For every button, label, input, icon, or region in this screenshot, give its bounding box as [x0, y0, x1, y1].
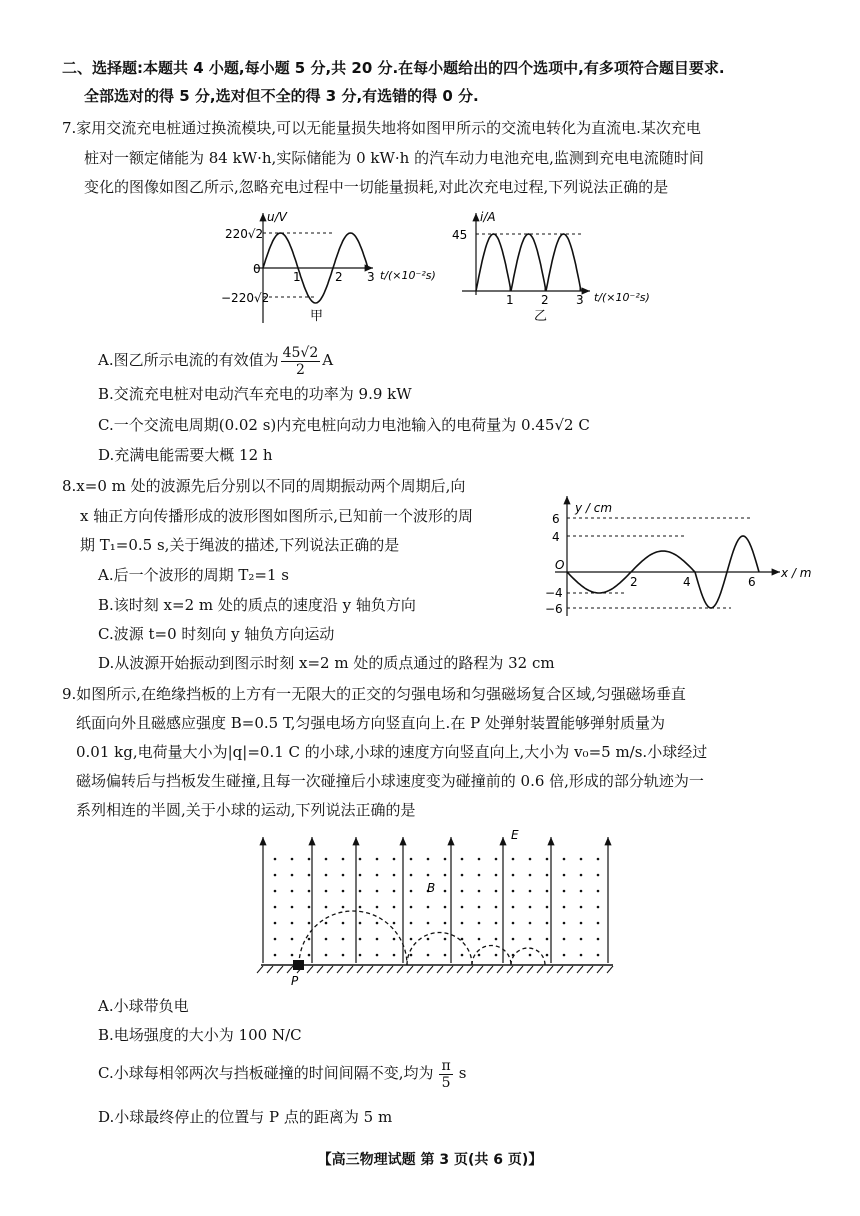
q8-xtick-6: 6 [748, 575, 756, 589]
q9-field-dot-95 [512, 922, 515, 925]
q9-field-dot-7 [376, 858, 379, 861]
q9-hatch-3 [277, 966, 283, 973]
q9-hatch-9 [337, 966, 343, 973]
yi-xlabel: t/(×10⁻²s) [594, 291, 650, 304]
q9-stem-line2: 纸面向外且磁感应强度 B=0.5 T,匀强电场方向竖直向上.在 P 处弹射装置能够弹射质量为 [76, 714, 665, 732]
q8-ytick-neg6: −6 [545, 602, 563, 616]
q9-field-dot-6 [359, 858, 362, 861]
q9-field-dot-78 [563, 906, 566, 909]
q9-hatch-28 [527, 966, 533, 973]
q9-field-dot-86 [359, 922, 362, 925]
q9-hatch-36 [607, 966, 613, 973]
q9-field-dot-1 [274, 858, 277, 861]
q8-stem-line2: x 轴正方向传播形成的波形图如图所示,已知前一个波形的周 [80, 507, 473, 525]
q8-ytick-4: 4 [552, 530, 560, 544]
q8-ylabel: y / cm [575, 501, 613, 515]
q9-field-dot-21 [274, 874, 277, 877]
q9-hatch-35 [597, 966, 603, 973]
q9-field-dot-103 [308, 938, 311, 941]
q7-option-a: A.图乙所示电流的有效值为 $\frac{45√2}{2}$ A [98, 344, 334, 378]
q9-field-dot-136 [529, 954, 532, 957]
q9-hatch-1 [257, 966, 263, 973]
q9-field-dot-104 [325, 938, 328, 941]
q9-field-dot-45 [342, 890, 345, 893]
q9-field-dot-100 [597, 922, 600, 925]
q9-hatch-23 [477, 966, 483, 973]
q7-figure-yi [448, 205, 668, 330]
q9-field-dot-106 [359, 938, 362, 941]
q9-field-dot-113 [478, 938, 481, 941]
q9-field-dot-102 [291, 938, 294, 941]
q9-field-dot-53 [478, 890, 481, 893]
q7-figure-jia [215, 205, 455, 330]
section-header-line2: 全部选对的得 5 分,选对但不全的得 3 分,有选错的得 0 分. [84, 87, 479, 105]
q9-field-dot-47 [376, 890, 379, 893]
q9-launcher-p [293, 960, 304, 970]
q9-field-dot-120 [597, 938, 600, 941]
q8-option-a: A.后一个波形的周期 T₂=1 s [98, 566, 289, 584]
q9-field-dot-123 [308, 954, 311, 957]
q9-field-dot-56 [529, 890, 532, 893]
q7-stem-line2: 桩对一额定储能为 84 kW·h,实际储能为 0 kW·h 的汽车动力电池充电,监测到充电电流随时间 [84, 149, 704, 167]
yi-xtick-2: 2 [541, 293, 549, 307]
q9-hatch-33 [577, 966, 583, 973]
q9-field-dot-89 [410, 922, 413, 925]
q7-option-c: C.一个交流电周期(0.02 s)内充电桩向动力电池输入的电荷量为 0.45√2 C [98, 416, 590, 434]
q9-stem-line4: 磁场偏转后与挡板发生碰撞,且每一次碰撞后小球速度变为碰撞前的 0.6 倍,形成的部分轨迹为一 [76, 772, 704, 790]
q9-field-dot-2 [291, 858, 294, 861]
q9-field-dot-17 [546, 858, 549, 861]
q9-field-dot-43 [308, 890, 311, 893]
q9-field-dot-122 [291, 954, 294, 957]
q9-stem-line3: 0.01 kg,电荷量大小为|q|=0.1 C 的小球,小球的速度方向竖直向上,大小为 v₀=5 m/s.小球经过 [76, 743, 708, 761]
q9-field-dot-36 [529, 874, 532, 877]
jia-xtick-1: 1 [293, 270, 301, 284]
q9-hatch-11 [357, 966, 363, 973]
q9-field-dot-82 [291, 922, 294, 925]
q9-field-dot-99 [580, 922, 583, 925]
q9-field-figure [255, 825, 625, 990]
jia-ytick-top: 220√2 [225, 227, 264, 241]
q9-field-dot-137 [546, 954, 549, 957]
q9-hatch-24 [487, 966, 493, 973]
q9-field-dot-65 [342, 906, 345, 909]
q9-field-dot-42 [291, 890, 294, 893]
q9-field-dot-69 [410, 906, 413, 909]
yi-ylabel: i/A [480, 210, 496, 224]
q9-field-dot-128 [393, 954, 396, 957]
q9-hatch-22 [467, 966, 473, 973]
q9-field-dot-131 [444, 954, 447, 957]
q9-option-d: D.小球最终停止的位置与 P 点的距离为 5 m [98, 1108, 393, 1126]
q9-field-dot-105 [342, 938, 345, 941]
q9-field-dot-111 [444, 938, 447, 941]
q9-field-dot-127 [376, 954, 379, 957]
jia-xtick-2: 2 [335, 270, 343, 284]
q9-trajectory-arc-1 [299, 911, 407, 965]
q9-field-dot-107 [376, 938, 379, 941]
q9-field-dot-124 [325, 954, 328, 957]
q8-xtick-2: 2 [630, 575, 638, 589]
q9-hatch-7 [317, 966, 323, 973]
q9-field-dot-33 [478, 874, 481, 877]
q9-field-dot-112 [461, 938, 464, 941]
q9-hatch-12 [367, 966, 373, 973]
q9-hatch-8 [327, 966, 333, 973]
section-header-line1: 二、选择题:本题共 4 小题,每小题 5 分,共 20 分.在每小题给出的四个选项中,有多项符合题目要求. [62, 59, 725, 77]
q9-hatch-19 [437, 966, 443, 973]
q9-field-dot-12 [461, 858, 464, 861]
q9-field-dot-52 [461, 890, 464, 893]
q8-ytick-neg4: −4 [545, 586, 563, 600]
yi-caption: 乙 [534, 309, 548, 324]
q9-field-dot-39 [580, 874, 583, 877]
q9-field-dot-60 [597, 890, 600, 893]
q9-field-dot-125 [342, 954, 345, 957]
q9-label-p: P [291, 974, 299, 988]
q9-field-dot-98 [563, 922, 566, 925]
q9-field-dot-35 [512, 874, 515, 877]
q8-xlabel: x / m [781, 566, 812, 580]
jia-ytick-bottom: −220√2 [221, 291, 270, 305]
q9-field-dot-77 [546, 906, 549, 909]
q9-field-dot-70 [427, 906, 430, 909]
q9-field-dot-24 [325, 874, 328, 877]
q9-field-dot-118 [563, 938, 566, 941]
q9-hatch-15 [397, 966, 403, 973]
q9-field-dot-54 [495, 890, 498, 893]
q9-field-dot-138 [563, 954, 566, 957]
q8-wave-figure [545, 490, 815, 620]
q9-field-dot-51 [444, 890, 447, 893]
q9-field-dot-38 [563, 874, 566, 877]
q9-field-dot-67 [376, 906, 379, 909]
yi-rectified-curve [476, 234, 581, 291]
q9-field-dot-46 [359, 890, 362, 893]
q9-field-dot-97 [546, 922, 549, 925]
q9-field-dot-14 [495, 858, 498, 861]
q9-trajectory-arc-2 [407, 933, 472, 966]
q9-field-dot-4 [325, 858, 328, 861]
q9-field-dot-85 [342, 922, 345, 925]
q9-field-dot-109 [410, 938, 413, 941]
q9-field-dot-92 [461, 922, 464, 925]
q7-option-d: D.充满电能需要大概 12 h [98, 446, 273, 464]
q9-hatch-17 [417, 966, 423, 973]
q8-origin: O [555, 558, 565, 572]
q9-hatch-2 [267, 966, 273, 973]
q9-hatch-4 [287, 966, 293, 973]
q9-field-dot-49 [410, 890, 413, 893]
q9-field-dot-10 [427, 858, 430, 861]
q9-hatch-34 [587, 966, 593, 973]
q9-field-dot-15 [512, 858, 515, 861]
q9-hatch-18 [427, 966, 433, 973]
q9-field-dot-27 [376, 874, 379, 877]
q9-field-dot-55 [512, 890, 515, 893]
q9-field-dot-117 [546, 938, 549, 941]
q9-field-dot-66 [359, 906, 362, 909]
q9-field-dot-63 [308, 906, 311, 909]
q9-field-dot-41 [274, 890, 277, 893]
q9-field-dot-96 [529, 922, 532, 925]
q8-option-b: B.该时刻 x=2 m 处的质点的速度沿 y 轴负方向 [98, 596, 416, 614]
q9-field-dot-31 [444, 874, 447, 877]
q9-field-dot-20 [597, 858, 600, 861]
q9-field-dot-94 [495, 922, 498, 925]
q9-label-e: E [511, 828, 519, 842]
q9-field-dot-108 [393, 938, 396, 941]
q8-ytick-6: 6 [552, 512, 560, 526]
q9-field-dot-34 [495, 874, 498, 877]
q9-hatch-6 [307, 966, 313, 973]
q9-field-dot-134 [495, 954, 498, 957]
q9-field-dot-101 [274, 938, 277, 941]
q9-field-dot-114 [495, 938, 498, 941]
q9-field-dot-133 [478, 954, 481, 957]
jia-ylabel: u/V [267, 210, 287, 224]
q9-field-dot-84 [325, 922, 328, 925]
q9-hatch-25 [497, 966, 503, 973]
q9-field-dot-23 [308, 874, 311, 877]
q9-field-dot-110 [427, 938, 430, 941]
q9-option-a: A.小球带负电 [98, 997, 189, 1015]
q9-field-dot-25 [342, 874, 345, 877]
q9-field-dot-61 [274, 906, 277, 909]
q9-hatch-32 [567, 966, 573, 973]
q9-field-dot-129 [410, 954, 413, 957]
q7-option-b: B.交流充电桩对电动汽车充电的功率为 9.9 kW [98, 385, 412, 403]
q9-field-dot-30 [427, 874, 430, 877]
q9-field-dot-11 [444, 858, 447, 861]
q9-hatch-30 [547, 966, 553, 973]
yi-xtick-3: 3 [576, 293, 584, 307]
q9-hatch-10 [347, 966, 353, 973]
q9-hatch-20 [447, 966, 453, 973]
q9-field-dot-3 [308, 858, 311, 861]
q9-field-dot-126 [359, 954, 362, 957]
q9-field-dot-116 [529, 938, 532, 941]
q9-field-dot-9 [410, 858, 413, 861]
q9-hatch-31 [557, 966, 563, 973]
q9-hatch-13 [377, 966, 383, 973]
q9-field-dot-80 [597, 906, 600, 909]
q9-field-dot-58 [563, 890, 566, 893]
q9-field-dot-115 [512, 938, 515, 941]
q9-hatch-29 [537, 966, 543, 973]
q9-field-dot-16 [529, 858, 532, 861]
jia-xlabel: t/(×10⁻²s) [380, 269, 436, 282]
q9-label-b: B [427, 881, 436, 895]
q9-option-c: C.小球每相邻两次与挡板碰撞的时间间隔不变,均为 $\frac{\pi}{5}$ s [98, 1057, 467, 1091]
q9-field-dot-40 [597, 874, 600, 877]
q9-field-dot-44 [325, 890, 328, 893]
q9-field-dot-73 [478, 906, 481, 909]
q9-field-dot-90 [427, 922, 430, 925]
q9-field-dot-13 [478, 858, 481, 861]
q7-stem-line1: 7.家用交流充电桩通过换流模块,可以无能量损失地将如图甲所示的交流电转化为直流电.某次充电 [62, 119, 701, 137]
q9-field-dot-22 [291, 874, 294, 877]
q9-hatch-27 [517, 966, 523, 973]
jia-xtick-3: 3 [367, 270, 375, 284]
q9-field-dot-140 [597, 954, 600, 957]
q9-field-dot-72 [461, 906, 464, 909]
q8-xtick-4: 4 [683, 575, 691, 589]
page-footer: 【高三物理试题 第 3 页(共 6 页)】 [317, 1152, 543, 1168]
yi-xtick-1: 1 [506, 293, 514, 307]
q8-stem-line3: 期 T₁=0.5 s,关于绳波的描述,下列说法正确的是 [80, 536, 400, 554]
q9-field-dot-119 [580, 938, 583, 941]
q9-field-dot-32 [461, 874, 464, 877]
q9-field-dot-132 [461, 954, 464, 957]
q9-field-dot-5 [342, 858, 345, 861]
q9-trajectory-arc-4 [511, 948, 545, 965]
q7-stem-line3: 变化的图像如图乙所示,忽略充电过程中一切能量损耗,对此次充电过程,下列说法正确的是 [84, 178, 669, 196]
q9-field-dot-76 [529, 906, 532, 909]
q9-stem-line5: 系列相连的半圆,关于小球的运动,下列说法正确的是 [76, 801, 416, 819]
q9-field-dot-26 [359, 874, 362, 877]
q9-field-dot-121 [274, 954, 277, 957]
yi-ytick-top: 45 [452, 228, 468, 242]
jia-origin: 0 [253, 262, 261, 276]
q9-field-dot-48 [393, 890, 396, 893]
q9-field-dot-83 [308, 922, 311, 925]
q9-field-dot-79 [580, 906, 583, 909]
q9-stem-line1: 9.如图所示,在绝缘挡板的上方有一无限大的正交的匀强电场和匀强磁场复合区域,匀强磁场垂直 [62, 685, 686, 703]
q9-field-dot-8 [393, 858, 396, 861]
q9-field-dot-62 [291, 906, 294, 909]
jia-caption: 甲 [310, 309, 324, 324]
q9-field-dot-57 [546, 890, 549, 893]
q9-field-dot-81 [274, 922, 277, 925]
q8-option-d: D.从波源开始振动到图示时刻 x=2 m 处的质点通过的路程为 32 cm [98, 654, 555, 672]
q9-field-dot-130 [427, 954, 430, 957]
q9-field-dot-64 [325, 906, 328, 909]
q9-hatch-21 [457, 966, 463, 973]
q8-option-c: C.波源 t=0 时刻向 y 轴负方向运动 [98, 625, 335, 643]
q8-stem-line1: 8.x=0 m 处的波源先后分别以不同的周期振动两个周期后,向 [62, 477, 466, 495]
q9-field-dot-18 [563, 858, 566, 861]
q9-hatch-14 [387, 966, 393, 973]
q9-field-dot-68 [393, 906, 396, 909]
q9-field-dot-75 [512, 906, 515, 909]
q9-field-dot-29 [410, 874, 413, 877]
q9-field-dot-28 [393, 874, 396, 877]
q9-field-dot-91 [444, 922, 447, 925]
q9-field-dot-88 [393, 922, 396, 925]
q9-hatch-16 [407, 966, 413, 973]
q9-option-b: B.电场强度的大小为 100 N/C [98, 1026, 302, 1044]
q9-field-dot-71 [444, 906, 447, 909]
q9-field-dot-19 [580, 858, 583, 861]
q9-field-dot-37 [546, 874, 549, 877]
q9-hatch-26 [507, 966, 513, 973]
q9-field-dot-139 [580, 954, 583, 957]
q9-field-dot-59 [580, 890, 583, 893]
q9-field-dot-93 [478, 922, 481, 925]
q9-field-dot-87 [376, 922, 379, 925]
q9-field-dot-74 [495, 906, 498, 909]
